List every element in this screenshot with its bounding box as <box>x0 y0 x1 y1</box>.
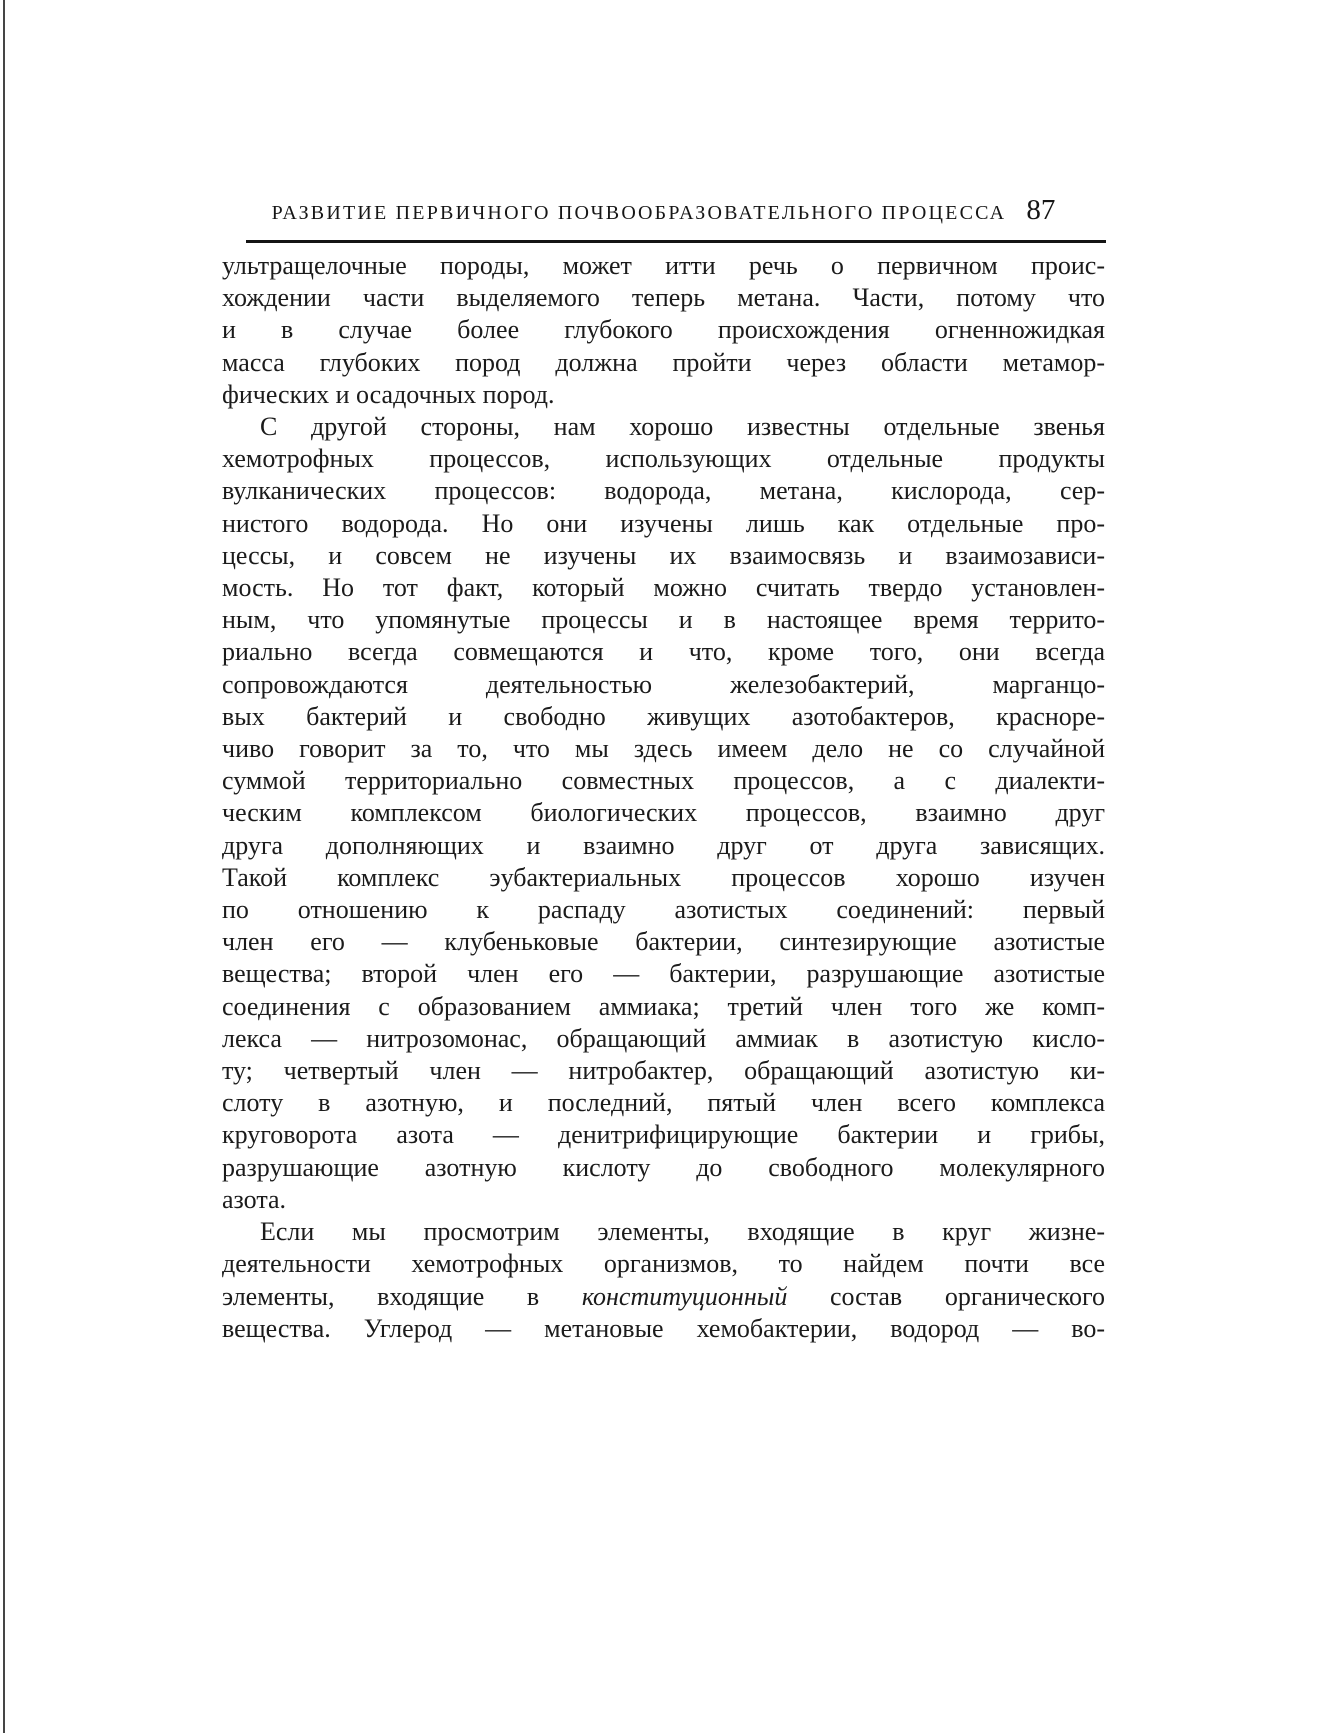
text-line: член его — клубеньковые бактерии, синтезирующие азотистые <box>222 927 1105 957</box>
text-line: по отношению к распаду азотистых соединений: первый <box>222 895 1105 925</box>
text-line: мость. Но тот факт, который можно считать твердо установлен- <box>222 573 1105 603</box>
text-line: ультращелочные породы, может итти речь о первичном проис- <box>222 251 1105 280</box>
text-line: чиво говорит за то, что мы здесь имеем дело не со случайной <box>222 734 1105 764</box>
scan-edge-line <box>3 0 5 1733</box>
text-line: Если мы просмотрим элементы, входящие в круг жизне- <box>260 1217 1105 1247</box>
text-line: сопровождаются деятельностью железобактерий, марганцо- <box>222 669 1105 699</box>
text-line: Такой комплекс эубактериальных процессов хорошо изучен <box>222 862 1105 892</box>
text-line: ту; четвертый член — нитробактер, обращающий азотистую ки- <box>222 1056 1105 1086</box>
text-line: разрушающие азотную кислоту до свободного молекулярного <box>222 1152 1105 1182</box>
italic-text: конституционный <box>581 1281 788 1311</box>
text-line: суммой территориально совместных процессов, а с диалекти- <box>222 766 1105 796</box>
text-line <box>222 1281 1105 1313</box>
text-line: вулканических процессов: водорода, метана, кислорода, сер- <box>222 476 1105 506</box>
text-body <box>222 250 1105 1345</box>
text-line: фических и осадочных пород. <box>222 379 555 409</box>
text-line: лекса — нитрозомонас, обращающий аммиак в азотистую кисло- <box>222 1023 1105 1053</box>
text-line: слоту в азотную, и последний, пятый член всего комплекса <box>222 1088 1105 1118</box>
text-segment: состав органического <box>787 1281 1106 1311</box>
text-line: вещества. Углерод — метановые хемобактерии, водород — во- <box>222 1313 1105 1343</box>
text-line: друга дополняющих и взаимно друг от друга зависящих. <box>222 830 1105 860</box>
page-number: 87 <box>1026 194 1056 226</box>
text-line: С другой стороны, нам хорошо известны отдельные звенья <box>260 412 1105 442</box>
page-header <box>222 194 1105 227</box>
text-line: деятельности хемотрофных организмов, то найдем почти все <box>222 1249 1105 1279</box>
text-line: вых бактерий и свободно живущих азотобактеров, красноре- <box>222 701 1105 731</box>
text-line: хождении части выделяемого теперь метана. Части, потому что <box>222 283 1105 313</box>
text-line: ческим комплексом биологических процессов, взаимно друг <box>222 798 1105 828</box>
text-line: хемотрофных процессов, использующих отдельные продукты <box>222 444 1105 474</box>
text-line: вещества; второй член его — бактерии, разрушающие азотистые <box>222 959 1105 989</box>
text-segment: элементы, входящие в <box>222 1281 582 1311</box>
text-line: масса глубоких пород должна пройти через области метамор- <box>222 347 1105 377</box>
text-line: цессы, и совсем не изучены их взаимосвязь и взаимозависи- <box>222 540 1105 570</box>
text-line: соединения с образованием аммиака; третий член того же комп- <box>222 991 1105 1021</box>
text-line: нистого водорода. Но они изучены лишь как отдельные про- <box>222 508 1105 538</box>
text-line: риально всегда совмещаются и что, кроме того, они всегда <box>222 637 1105 667</box>
header-rule <box>246 240 1106 243</box>
text-line: азота. <box>222 1184 287 1214</box>
text-line: ным, что упомянутые процессы и в настоящее время террито- <box>222 605 1105 635</box>
text-line: и в случае более глубокого происхождения огненножидкая <box>222 315 1105 345</box>
running-title: РАЗВИТИЕ ПЕРВИЧНОГО ПОЧВООБРАЗОВАТЕЛЬНОГО ПРОЦЕССА <box>271 202 1007 224</box>
text-line: круговорота азота — денитрифицирующие бактерии и грибы, <box>222 1120 1105 1150</box>
